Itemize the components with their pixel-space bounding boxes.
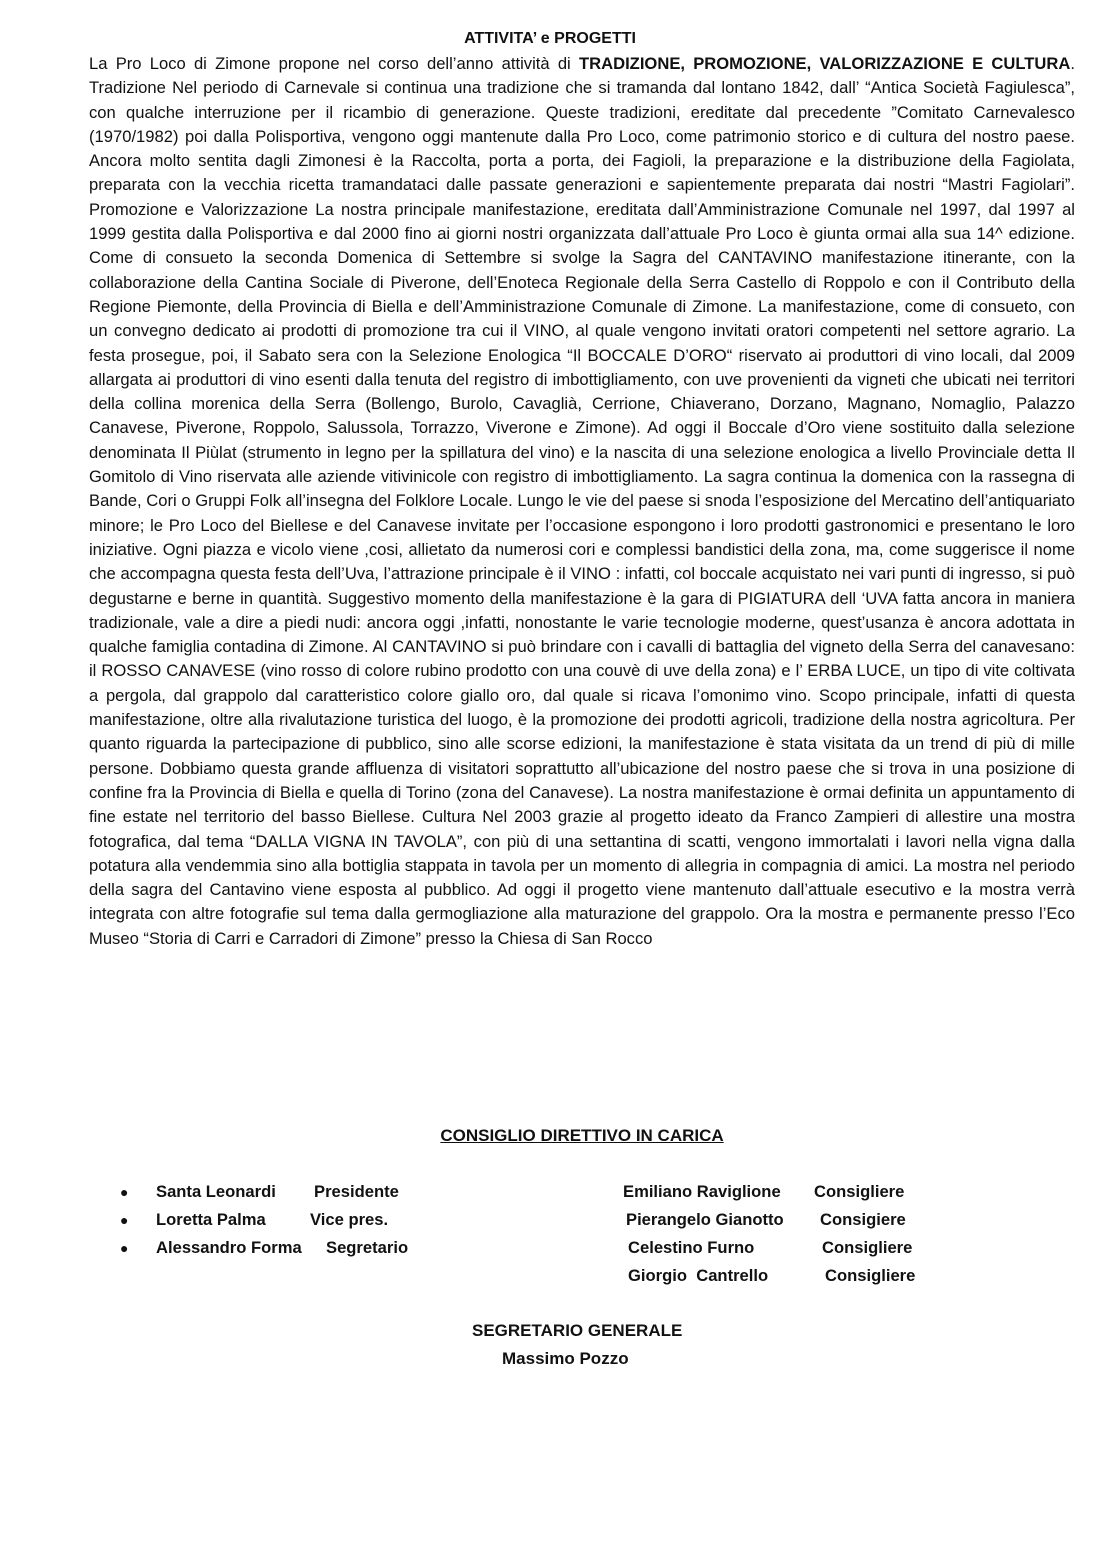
council-member-role: Consigliere	[822, 1238, 913, 1257]
bullet-icon: ●	[120, 1184, 129, 1200]
intro-bold-keywords: TRADIZIONE, PROMOZIONE, VALORIZZAZIONE E CULTURA	[578, 54, 1071, 73]
council-member-name: Santa Leonardi	[156, 1182, 276, 1201]
council-title: CONSIGLIO DIRETTIVO IN CARICA	[440, 1126, 724, 1145]
intro-text-rest: . Tradizione Nel periodo di Carnevale si continua una tradizione che si tramanda dal lontano 1842, dall’ “Antica Società Fagiulesca”, con qualche interruzione per il ricambio di generazione. Queste tradizioni, ereditate dal precedente ”Comitato Carnevalesco (1970/1982) poi dalla Polisportiva, vengono oggi mantenute dalla Pro Loco, come patrimonio storico e di cultura del nostro paese. Ancora molto sentita dagli Zimonesi è la Raccolta, porta a porta, dei Fagioli, la preparazione e la distribuzione della Fagiolata, preparata con la vecchia ricetta tramandataci dalle passate generazioni e sapientemente preparata dai nostri “Mastri Fagiolari”. Promozione e Valorizzazione La nostra principale manifestazione, ereditata dall’Amministrazione Comunale nel 1997, dal 1997 al 1999 gestita dalla Polisportiva e dal 2000 fino ai giorni nostri organizzata dall’attuale Pro Loco è giunta ormai alla sua 14^ edizione. Come di consueto la seconda Domenica di Settembre si svolge la Sagra del CANTAVINO manifestazione itinerante, con la collaborazione della Cantina Sociale di Piverone, dell’Enoteca Regionale della Serra Castello di Roppolo e con il Contributo della Regione Piemonte, della Provincia di Biella e dell’Amministrazione Comunale di Zimone. La manifestazione, come di consueto, con un convegno dedicato ai prodotti di promozione tra cui il VINO, al quale vengono invitati oratori competenti nel settore agrario. La festa prosegue, poi, il Sabato sera con la Selezione Enologica “Il BOCCALE D’ORO“ riservato ai produttori di vino locali, dal 2009 allargata ai produttori di vino esenti dalla tenuta del registro di imbottigliamento, con uve provenienti da vigneti che ubicati nei territori della collina morenica della Serra (Bollengo, Burolo, Cavaglià, Cerrione, Chiaverano, Dorzano, Magnano, Nomaglio, Palazzo Canavese, Piverone, Roppolo, Salussola, Torrazzo, Viverone e Zimone). Ad oggi il Boccale d’Oro viene sostituito dalla selezione denominata Il Piùlat (strumento in legno per la spillatura del vino) e la nascita di una selezione enologica a livello Provinciale detta Il Gomitolo di Vino riservata alle aziende vitivinicole con registro di imbottigliamento. La sagra continua la domenica con la rassegna di Bande, Cori o Gruppi Folk all’insegna del Folklore Locale. Lungo le vie del paese si snoda l’esposizione del Mercatino dell’antiquariato minore; le Pro Loco del Biellese e del Canavese invitate per l’occasione espongono i loro prodotti gastronomici e presentano le loro iniziative. Ogni piazza e vicolo viene ,cosi, allietato da numerosi cori e complessi bandistici della zona, ma, come suggerisce il nome che accompagna questa festa dell’Uva, l’attrazione principale è il VINO : infatti, col boccale acquistato nei vari punti di ingresso, si può degustarne e berne in quantità. Suggestivo momento della manifestazione è la gara di PIGIATURA dell ‘UVA fatta ancora in maniera tradizionale, vale a dire a piedi nudi: ancora oggi ,infatti, nonostante le varie tecnologie moderne, quest’usanza è ancora adottata in qualche famiglia contadina di Zimone. Al CANTAVINO si può brindare con i cavalli di battaglia del vigneto della Serra del canavesano: il ROSSO CANAVESE (vino rosso di colore rubino prodotto con una couvè di uve della zona) e l’ ERBA LUCE, un tipo di vite coltivata a pergola, dal grappolo dal caratteristico colore giallo oro, dal quale si ricava l’omonimo vino. Scopo principale, infatti di questa manifestazione, oltre alla rivalutazione turistica del luogo, è la promozione dei prodotti agricoli, tradizione della nostra agricoltura. Per quanto riguarda la partecipazione di pubblico, sino alle scorse edizioni, la manifestazione è stata visitata da un trend di più di mille persone. Dobbiamo questa grande affluenza di visitatori soprattutto all’ubicazione del nostro paese che si trova in una posizione di confine fra la Provincia di Biella e quella di Torino (zona del Canavese). La nostra manifestazione è ormai definita un appuntamento di fine estate nel territorio del basso Biellese. Cultura Nel 2003 grazie al progetto ideato da Franco Zampieri di allestire una mostra fotografica, dal tema “DALLA VIGNA IN TAVOLA”, con più di una settantina di scatti, vengono immortalati i lavori nella vigna dalla potatura alla vendemmia sino alla bottiglia stappata in tavola per un momento di allegria in compagnia di amici. La mostra nel periodo della sagra del Cantavino viene esposta al pubblico. Ad oggi il progetto viene mantenuto dall’attuale esecutivo e la mostra verrà integrata con altre fotografie sul tema dalla germogliazione alla maturazione del grappolo. Ora la mostra e permanente presso l’Eco Museo “Storia di Carri e Carradori di Zimone” presso la Chiesa di San Rocco	[89, 54, 1075, 948]
council-member-role: Consigiere	[820, 1210, 906, 1229]
council-member-name: Alessandro Forma	[156, 1238, 302, 1257]
council-member-name: Loretta Palma	[156, 1210, 266, 1229]
council-member-name: Emiliano Raviglione	[623, 1182, 781, 1201]
page-title: ATTIVITA’ e PROGETTI	[464, 30, 636, 47]
general-secretary-name: Massimo Pozzo	[502, 1349, 629, 1368]
council-member-role: Consigliere	[814, 1182, 905, 1201]
intro-text-start: La Pro Loco di Zimone propone nel corso dell’anno attività di	[89, 54, 579, 73]
bullet-icon: ●	[120, 1212, 129, 1228]
council-member-role: Vice pres.	[310, 1210, 389, 1229]
council-member-role: Presidente	[314, 1182, 399, 1201]
council-member-role: Consigliere	[825, 1266, 916, 1285]
council-list	[0, 1178, 1100, 1298]
council-member-name: Celestino Furno	[628, 1238, 755, 1257]
council-member-name: Giorgio Cantrello	[628, 1266, 769, 1285]
council-member-role: Segretario	[326, 1238, 409, 1257]
bullet-icon: ●	[120, 1240, 129, 1256]
council-member-name: Pierangelo Gianotto	[626, 1210, 784, 1229]
general-secretary-title: SEGRETARIO GENERALE	[472, 1321, 683, 1340]
body-paragraph	[89, 52, 1075, 951]
